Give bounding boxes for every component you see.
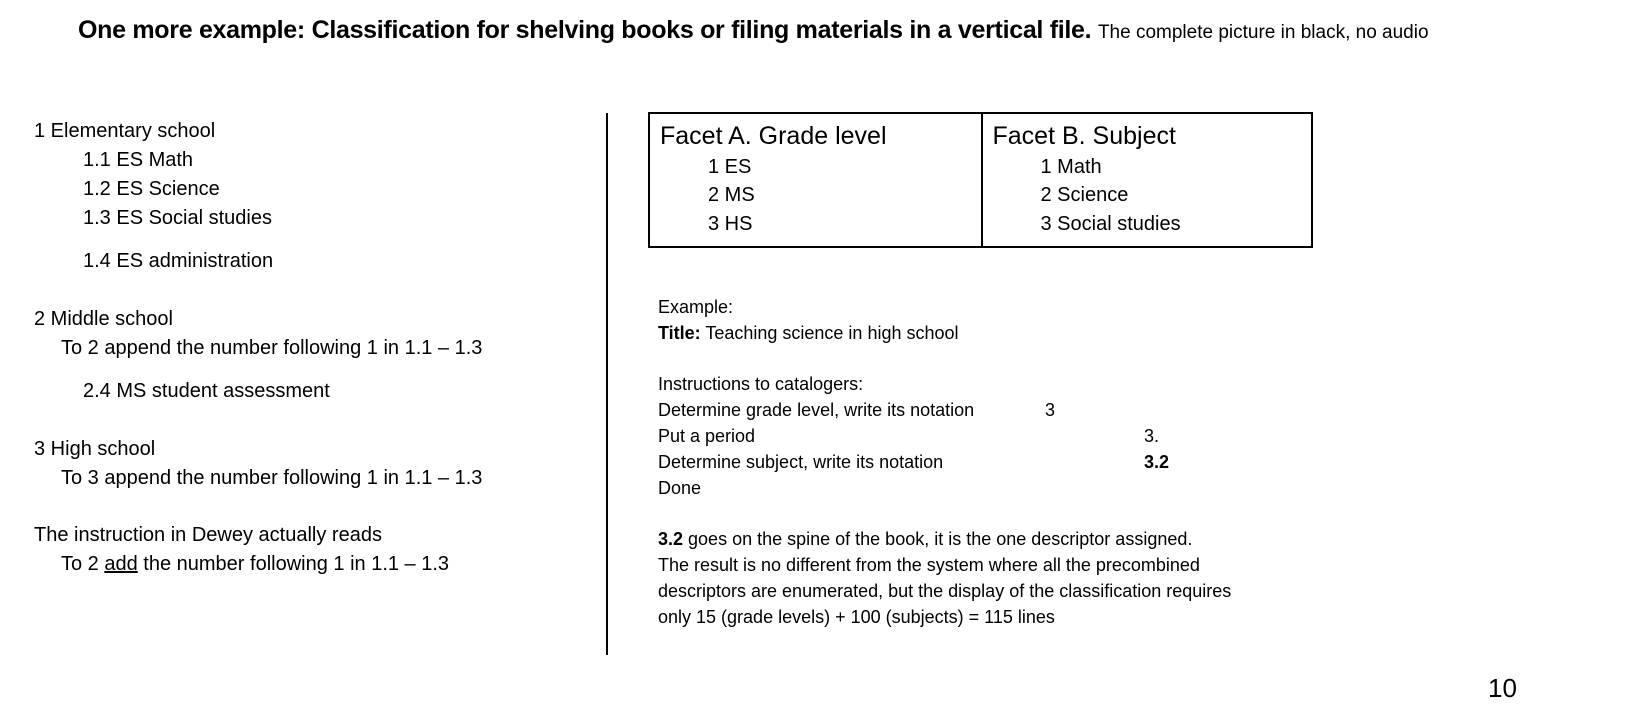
slide-title [78,16,1429,45]
result-line: only 15 (grade levels) + 100 (subjects) = 115 lines [658,607,1055,627]
elementary-item: 1.1 ES Math [83,149,194,171]
dewey-instruction: To 2 add the number following 1 in 1.1 – 1.3 [61,553,450,575]
facet-item: 1 ES [708,156,752,178]
underlined-word: add [104,553,138,575]
slide-title-note: The complete picture in black, no audio [1097,22,1429,43]
elementary-heading: 1 Elementary school [34,120,216,142]
elementary-item: 1.4 ES administration [83,250,274,272]
facet-b [981,114,1312,246]
result-line: The result is no different from the system where all the precombined [658,555,1200,575]
facet-b-heading: Facet B. Subject [992,122,1176,150]
middle-heading: 2 Middle school [34,308,173,330]
instruction-step: Determine subject, write its notation 3.2 [658,452,1170,472]
instruction-step: Put a period 3. [658,426,1160,446]
facet-a [650,114,981,246]
facet-item: 3 HS [708,213,753,235]
high-instruction: To 3 append the number following 1 in 1.1 – 1.3 [61,467,483,489]
elementary-item: 1.2 ES Science [83,178,220,200]
high-heading: 3 High school [34,438,156,460]
result-line: 3.2 goes on the spine of the book, it is the one descriptor assigned. [658,529,1193,549]
facet-item: 1 Math [1040,156,1102,178]
middle-instruction: To 2 append the number following 1 in 1.1 – 1.3 [61,337,483,359]
instructions-label: Instructions to catalogers: [658,374,864,394]
facet-a-heading: Facet A. Grade level [660,122,887,150]
example-label: Example: [658,297,734,317]
vertical-divider [606,113,608,655]
page-number: 10 [1488,673,1517,703]
step-value: 3 [1045,400,1056,420]
slide-title-main: One more example: Classification for shelving books or filing materials in a vertical file. [78,16,1092,44]
facet-table [648,112,1313,248]
result-line: descriptors are enumerated, but the display of the classification requires [658,581,1232,601]
step-value: 3.2 [1144,452,1170,472]
middle-item: 2.4 MS student assessment [83,380,330,402]
facet-item: 3 Social studies [1040,213,1181,235]
facet-item: 2 Science [1040,184,1129,206]
instruction-step: Determine grade level, write its notation 3 [658,400,1056,420]
step-value: 3. [1144,426,1160,446]
example-title: Title: Teaching science in high school [658,323,959,343]
facet-item: 2 MS [708,184,755,206]
elementary-item: 1.3 ES Social studies [83,207,272,229]
dewey-heading: The instruction in Dewey actually reads [34,524,382,546]
instruction-step: Done [658,478,702,498]
